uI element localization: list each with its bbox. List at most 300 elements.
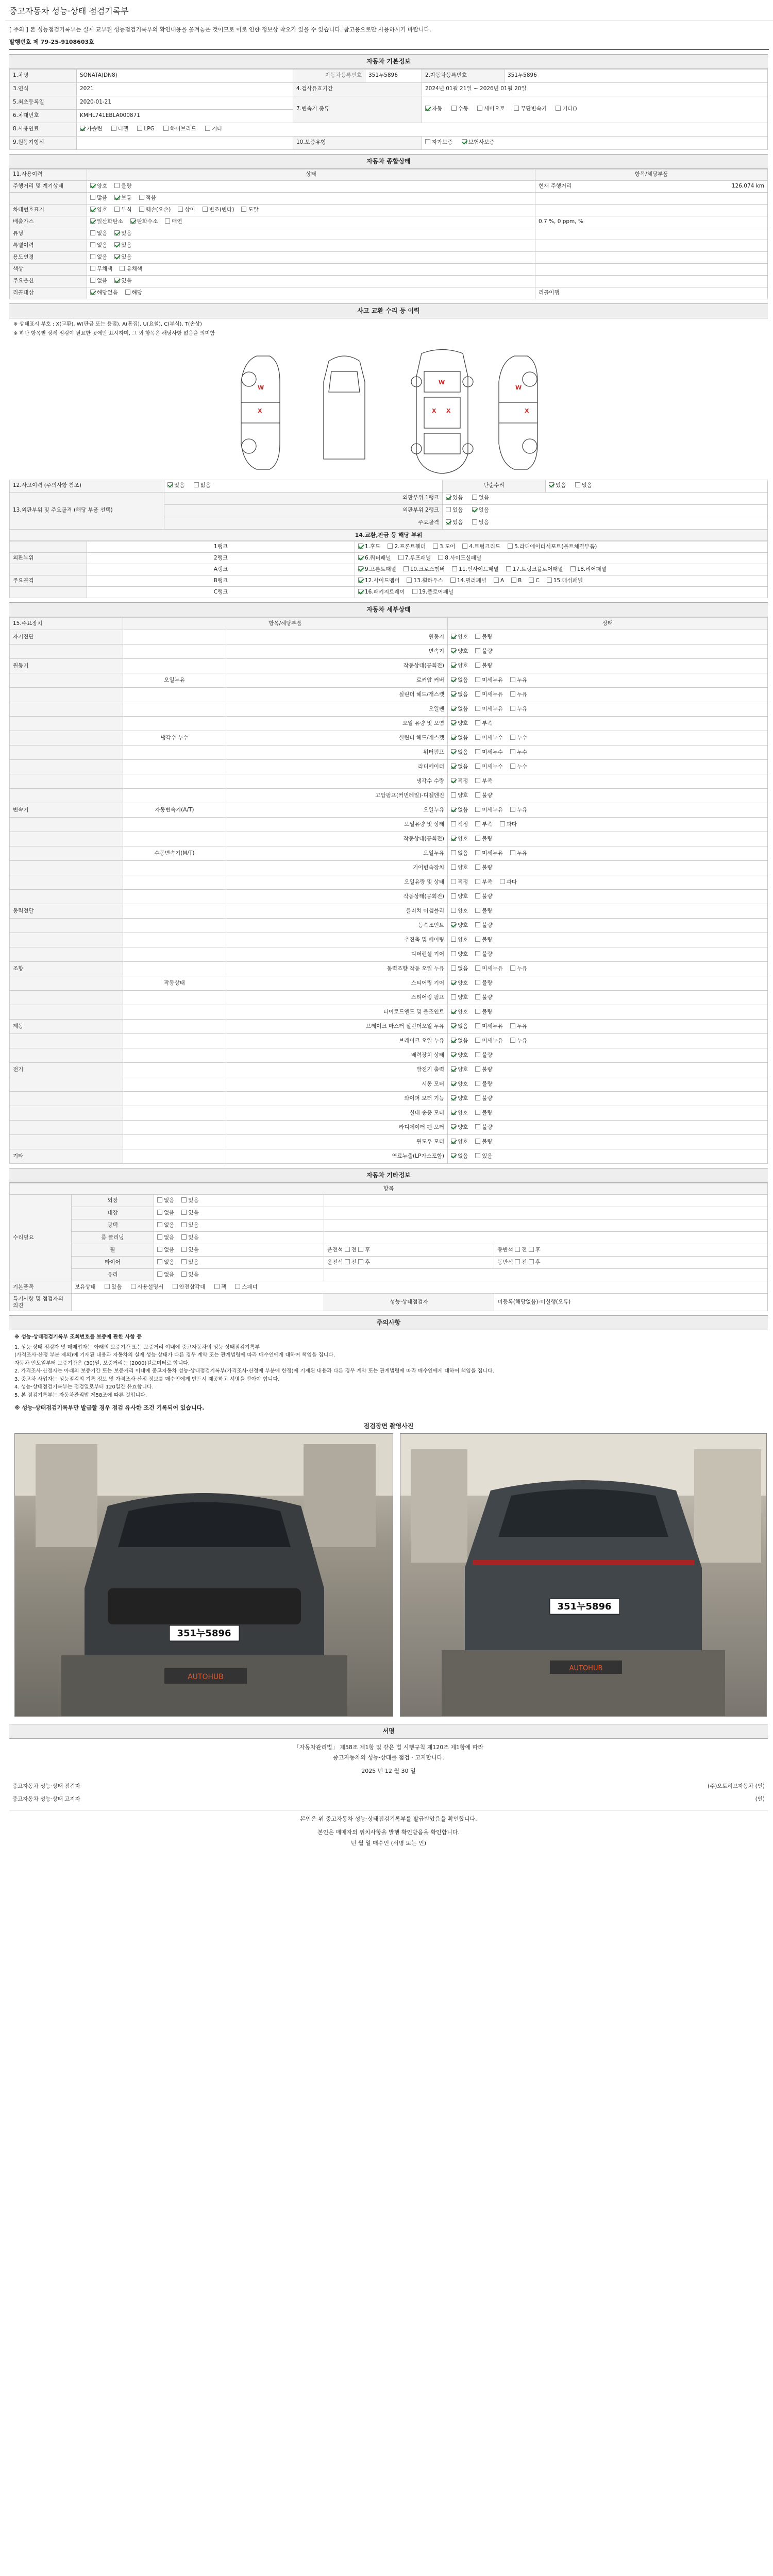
- col-detail-state: 상태: [448, 618, 768, 630]
- checkbox: [475, 764, 480, 769]
- sign-section: [9, 1724, 768, 1849]
- checkbox: [475, 677, 480, 682]
- summary-extra: [535, 240, 768, 251]
- other-opts: 없음 있음: [154, 1219, 324, 1232]
- detail-state: 양호 불량: [448, 976, 768, 991]
- checkbox: [508, 544, 513, 549]
- detail-item: 발전기 출력: [226, 1063, 448, 1077]
- checkbox: [203, 207, 208, 212]
- checkbox-checked: [114, 278, 120, 283]
- detail-row: [10, 861, 768, 875]
- detail-sub: [123, 890, 226, 904]
- summary-extra: 0.7 %, 0 ppm, %: [535, 216, 768, 228]
- checkbox: [438, 555, 443, 560]
- summary-key: 차대번호표기: [10, 204, 87, 216]
- checkbox: [157, 1234, 162, 1240]
- checkbox: [475, 735, 480, 740]
- detail-sub: [123, 947, 226, 962]
- detail-group: [10, 1092, 123, 1106]
- detail-state: 양호 불량: [448, 947, 768, 962]
- trans-opt: 수동: [451, 106, 468, 112]
- label-engine-type: 9.원동기형식: [10, 136, 77, 149]
- other-key: 광택: [72, 1219, 154, 1232]
- detail-row: [10, 745, 768, 760]
- label-car-name: 1.차명: [10, 69, 77, 82]
- checkbox: [181, 1247, 187, 1252]
- detail-item: 클러치 어셈블리: [226, 904, 448, 919]
- label-accident-history: 12.사고이력 (주의사항 참조): [10, 480, 164, 492]
- label-transmission: 7.변속기 종류: [293, 96, 422, 123]
- parts-group: [10, 564, 87, 575]
- detail-state: 양호 부족: [448, 717, 768, 731]
- other-row: [10, 1244, 768, 1257]
- detail-item: 브레이크 오일 누유: [226, 1034, 448, 1048]
- detail-item: 오일유량 및 상태: [226, 875, 448, 890]
- detail-sub: [123, 904, 226, 919]
- value-inspection-period: 2024년 01월 21일 ~ 2026년 01월 20일: [422, 82, 768, 96]
- checkbox: [510, 749, 515, 754]
- warranty-options: 자가보증 보험사보증: [422, 136, 768, 149]
- detail-row: [10, 1077, 768, 1092]
- col-state: 상태: [87, 169, 535, 180]
- checkbox-checked: [425, 106, 430, 111]
- detail-row: [10, 1135, 768, 1149]
- value-engine-type: [77, 136, 293, 149]
- checkbox: [510, 677, 515, 682]
- other-row: [10, 1269, 768, 1281]
- cert-number: [5, 39, 773, 46]
- checkbox-checked: [451, 836, 456, 841]
- checkbox: [433, 544, 438, 549]
- detail-row: [10, 933, 768, 947]
- checkbox: [412, 589, 417, 594]
- caution-section: [9, 1315, 768, 1415]
- checkbox: [475, 1052, 480, 1057]
- checkbox-checked: [451, 1081, 456, 1086]
- detail-group: [10, 717, 123, 731]
- checkbox: [205, 126, 210, 131]
- detail-group: 조향: [10, 962, 123, 976]
- detail-sub: [123, 1092, 226, 1106]
- value-inspector-sign: (주)오토허브자동차 (인): [707, 1783, 765, 1789]
- checkbox: [388, 544, 393, 549]
- value-plate-inline: 351누5896: [365, 69, 422, 82]
- parts-items: 1.후드 2.프론트휀더 3.도어 4.트렁크리드 5.라디에이터서포트(볼트체결부품): [355, 541, 768, 553]
- checkbox-checked: [451, 1023, 456, 1028]
- checkbox: [114, 183, 120, 188]
- checkbox: [181, 1272, 187, 1277]
- parts-rank: B랭크: [87, 575, 355, 587]
- checkbox-checked: [549, 482, 554, 487]
- checkbox: [462, 544, 467, 549]
- checkbox: [241, 207, 246, 212]
- checkbox: [157, 1272, 162, 1277]
- parts-group: 주요골격: [10, 575, 87, 587]
- detail-state: 양호 불량: [448, 919, 768, 933]
- checkbox-checked: [451, 691, 456, 697]
- summary-row: [10, 287, 768, 299]
- label-plate-inline: 자동차등록번호: [293, 69, 365, 82]
- detail-row: [10, 1149, 768, 1164]
- plate-front: 351누5896: [177, 1628, 231, 1639]
- checkbox-checked: [90, 218, 95, 224]
- value-first-reg: 2020-01-21: [77, 96, 293, 109]
- checkbox: [194, 482, 199, 487]
- transmission-options: [422, 96, 768, 123]
- checkbox-checked: [446, 495, 451, 500]
- other-key: 외장: [72, 1195, 154, 1207]
- detail-item: 작동상태(공회전): [226, 659, 448, 673]
- car-rear-image: [400, 1434, 767, 1717]
- caution-box: [9, 1330, 768, 1415]
- checkbox: [178, 207, 183, 212]
- caution-heading: ※ 성능·상태점검기록부 조회번호를 보증에 관한 사항 등: [14, 1334, 142, 1341]
- detail-sub: 수동변속기(M/T): [123, 846, 226, 861]
- checkbox: [511, 578, 516, 583]
- sign-date: 2025 년 12 월 30 일: [361, 1767, 416, 1774]
- detail-sub: [123, 1121, 226, 1135]
- checkbox-checked: [472, 507, 477, 512]
- other-section: [9, 1168, 768, 1311]
- detail-group: [10, 933, 123, 947]
- checkbox: [472, 519, 477, 524]
- detail-item: 추진축 및 베어링: [226, 933, 448, 947]
- detail-sub: 자동변속기(A/T): [123, 803, 226, 818]
- label-repair: 수리필요: [10, 1195, 72, 1281]
- checkbox: [510, 807, 515, 812]
- detail-group: 원동기: [10, 659, 123, 673]
- trans-opt: 무단변속기: [514, 106, 547, 112]
- caution-title: 주의사항: [9, 1315, 768, 1330]
- checkbox: [451, 965, 456, 971]
- checkbox: [475, 879, 480, 884]
- detail-sub: 작동상태: [123, 976, 226, 991]
- checkbox-checked: [451, 807, 456, 812]
- detail-group: [10, 919, 123, 933]
- checkbox: [475, 1081, 480, 1086]
- checkbox-checked: [451, 980, 456, 985]
- trans-opt: 기타(): [556, 106, 577, 112]
- checkbox: [529, 578, 534, 583]
- value-year: 2021: [77, 82, 293, 96]
- checkbox: [105, 1284, 110, 1289]
- detail-group: [10, 688, 123, 702]
- car-diagram: [9, 341, 768, 480]
- other-pos-right: 동반석 전 후: [494, 1244, 768, 1257]
- checkbox: [475, 922, 480, 927]
- summary-key: 튜닝: [10, 228, 87, 240]
- checkbox: [90, 242, 95, 247]
- damage-mark: X: [432, 407, 436, 414]
- checkbox: [407, 578, 412, 583]
- summary-extra: [535, 275, 768, 287]
- summary-row: [10, 216, 768, 228]
- detail-row: [10, 1092, 768, 1106]
- detail-sub: 오일누유: [123, 673, 226, 688]
- detail-item: 실린더 헤드/개스켓: [226, 731, 448, 745]
- value-vin: KMHL741EBLA000871: [77, 109, 293, 123]
- label-main-frame: 주요골격: [164, 517, 443, 529]
- detail-item: 오일팬: [226, 702, 448, 717]
- detail-row: [10, 991, 768, 1005]
- detail-sub: [123, 702, 226, 717]
- detail-sub: [123, 818, 226, 832]
- checkbox: [475, 1066, 480, 1072]
- checkbox: [358, 589, 363, 594]
- detail-item: 브레이크 마스터 실린더오일 누유: [226, 1020, 448, 1034]
- other-table: [9, 1183, 768, 1311]
- detail-state: 없음 미세누수 누수: [448, 731, 768, 745]
- checkbox-checked: [90, 207, 95, 212]
- checkbox: [500, 821, 505, 826]
- detail-item: 기어변속장치: [226, 861, 448, 875]
- summary-row: [10, 251, 768, 263]
- checkbox-checked: [451, 922, 456, 927]
- detail-state: 없음 미세누유 누유: [448, 803, 768, 818]
- parts-title: 14.교환,판금 등 해당 부위: [9, 530, 768, 541]
- detail-row: [10, 760, 768, 774]
- checkbox: [446, 507, 451, 512]
- checkbox-checked: [114, 195, 120, 200]
- summary-extra: [535, 204, 768, 216]
- detail-row: [10, 904, 768, 919]
- detail-state: 양호 불량: [448, 1106, 768, 1121]
- checkbox: [475, 807, 480, 812]
- checkbox-checked: [451, 764, 456, 769]
- checkbox: [510, 691, 515, 697]
- detail-item: 고압펌프(커먼레일)-디젤엔진: [226, 789, 448, 803]
- checkbox-checked: [451, 1139, 456, 1144]
- summary-key: 색상: [10, 263, 87, 275]
- checkbox: [137, 126, 142, 131]
- summary-state: 많음 보통 적음: [87, 192, 535, 204]
- checkbox-checked: [451, 720, 456, 725]
- detail-group: 전기: [10, 1063, 123, 1077]
- checkbox: [451, 792, 456, 798]
- detail-state: 양호 불량: [448, 1048, 768, 1063]
- damage-mark: X: [525, 407, 529, 414]
- parts-table: [9, 541, 768, 598]
- notice-text: [ 주의 ] 본 성능점검기록부는 실제 교부된 성능점검기록부의 확인내용을 옮겨놓은 것이므로 이로 인한 정보상 착오가 있을 수 있습니다. 참고용으로만 사용하시기 바랍니다.: [9, 26, 431, 33]
- value-plate: 351누5896: [505, 69, 768, 82]
- detail-group: [10, 846, 123, 861]
- checkbox: [475, 951, 480, 956]
- checkbox-checked: [451, 1009, 456, 1014]
- detail-row: [10, 702, 768, 717]
- col-item: 항목/해당부품: [123, 618, 448, 630]
- caution-line: 1. 성능·상태 점검자 및 매매업자는 아래의 보증기간 또는 보증거리 이내에 중고자동차의 성능·상태점검기록부: [14, 1344, 260, 1350]
- detail-item: 스티어링 기어: [226, 976, 448, 991]
- detail-item: 동력조향 작동 오일 누유: [226, 962, 448, 976]
- checkbox: [451, 106, 457, 111]
- detail-item: 실내 송풍 모터: [226, 1106, 448, 1121]
- detail-group: [10, 1106, 123, 1121]
- checkbox: [547, 578, 552, 583]
- detail-row: [10, 875, 768, 890]
- checkbox: [475, 937, 480, 942]
- checkbox: [157, 1247, 162, 1252]
- front-photo: [14, 1433, 393, 1717]
- label-year: 3.연식: [10, 82, 77, 96]
- damage-mark: W: [439, 379, 445, 386]
- detail-sub: 냉각수 누수: [123, 731, 226, 745]
- accident-table: 12.사고이력 (주의사항 참조) 있음 없음 단순수리 있음 없음 13.외판부위 및 주요골격 (해당 부품 선택) 외판부위 1랭크 있음 없음 외판부위 2랭크 있음 없음 주요골격 있음 없음: [9, 480, 768, 530]
- document-title: 중고자동차 성능·상태 점검기록부: [5, 0, 773, 21]
- detail-state: 양호 불량: [448, 645, 768, 659]
- divider: [9, 49, 769, 50]
- detail-state: 양호 불량: [448, 832, 768, 846]
- detail-group: [10, 1077, 123, 1092]
- detail-state: 양호 불량: [448, 1077, 768, 1092]
- other-opts: 없음 있음: [154, 1257, 324, 1269]
- checkbox: [451, 893, 456, 899]
- checkbox-checked: [90, 290, 95, 295]
- detail-group: [10, 947, 123, 962]
- detail-row: [10, 774, 768, 789]
- photos-area: [9, 1433, 768, 1722]
- detail-state: 양호 불량: [448, 1092, 768, 1106]
- detail-state: 적정 부족 과다: [448, 818, 768, 832]
- checkbox: [181, 1222, 187, 1227]
- checkbox: [157, 1222, 162, 1227]
- detail-item: 라디에이터 팬 모터: [226, 1121, 448, 1135]
- detail-group: [10, 673, 123, 688]
- detail-sub: [123, 861, 226, 875]
- checkbox: [556, 106, 561, 111]
- detail-sub: [123, 630, 226, 645]
- detail-state: 양호 불량: [448, 1005, 768, 1020]
- detail-state: 양호 불량: [448, 1063, 768, 1077]
- checkbox-checked: [451, 735, 456, 740]
- basic-info-section: [9, 54, 768, 150]
- detail-item: 오일누유: [226, 846, 448, 861]
- parts-row: [10, 553, 768, 564]
- checkbox: [358, 578, 363, 583]
- checkbox: [475, 1153, 480, 1158]
- label-inspector-sign: 중고자동차 성능·상태 점검자: [12, 1783, 80, 1789]
- checkbox: [235, 1284, 240, 1289]
- checkbox: [475, 865, 480, 870]
- value-inspector: 미등록(해당없음)-미실행(오류): [494, 1294, 768, 1311]
- summary-extra: 리콜이행: [535, 287, 768, 299]
- checkbox: [181, 1210, 187, 1215]
- checkbox: [451, 850, 456, 855]
- label-vin: 6.차대번호: [10, 109, 77, 123]
- checkbox: [475, 1038, 480, 1043]
- checkbox-checked: [90, 183, 95, 188]
- detail-item: 작동상태(공회전): [226, 890, 448, 904]
- detail-row: [10, 659, 768, 673]
- detail-item: 워터펌프: [226, 745, 448, 760]
- caution-footer: ※ 성능·상태점검기록부만 발급할 경우 점검 유사한 조건 기록되어 있습니다.: [14, 1404, 205, 1412]
- parts-group: [10, 587, 87, 598]
- fuel-options: 가솔린 디젤 LPG 하이브리드 기타: [77, 123, 768, 136]
- detail-group: 기타: [10, 1149, 123, 1164]
- other-opts: 없음 있음: [154, 1195, 324, 1207]
- detail-sub: [123, 688, 226, 702]
- label-warranty: 10.보증유형: [293, 136, 422, 149]
- detail-group: [10, 702, 123, 717]
- parts-items: 6.쿼터패널 7.루프패널 8.사이드실패널: [355, 553, 768, 564]
- other-row: [10, 1257, 768, 1269]
- detail-sub: [123, 991, 226, 1005]
- detail-table: [9, 617, 768, 1164]
- checkbox: [475, 1009, 480, 1014]
- checkbox: [157, 1259, 162, 1264]
- detail-row: [10, 803, 768, 818]
- parts-row: [10, 564, 768, 575]
- detail-row: [10, 832, 768, 846]
- summary-title: 자동차 종합상태: [9, 154, 768, 169]
- detail-item: 오일누유: [226, 803, 448, 818]
- detail-state: 양호 불량: [448, 904, 768, 919]
- detail-sub: [123, 1020, 226, 1034]
- checkbox: [510, 850, 515, 855]
- summary-extra: [535, 228, 768, 240]
- detail-state: 양호 불량: [448, 789, 768, 803]
- checkbox: [475, 1023, 480, 1028]
- sign-title: 서명: [9, 1724, 768, 1739]
- summary-state: 양호 불량: [87, 180, 535, 192]
- checkbox: [163, 126, 169, 131]
- checkbox: [114, 207, 120, 212]
- detail-item: 시동 모터: [226, 1077, 448, 1092]
- checkbox-checked: [451, 634, 456, 639]
- parts-rank: 2랭크: [87, 553, 355, 564]
- checkbox: [506, 566, 511, 571]
- caution-line: 2. 가격조사·산정자는 아래의 보증기간 또는 보증거리 이내에 중고자동차 성능·상태점검기록부(가격조사·산정에 부분에 한정)에 기재된 내용과 다른 경우 계약 또는 관계법령에 따라 매수인에게 대하여 책임을 집니다.: [14, 1368, 494, 1375]
- summary-row: [10, 240, 768, 251]
- checkbox: [510, 965, 515, 971]
- detail-state: 없음 미세누유 누유: [448, 688, 768, 702]
- checkbox-checked: [114, 254, 120, 259]
- other-key: 내장: [72, 1207, 154, 1219]
- detail-sub: [123, 832, 226, 846]
- checkbox: [125, 290, 130, 295]
- caution-line: 5. 본 점검기록부는 자동차관리법 제58조에 따른 것입니다.: [14, 1392, 147, 1398]
- basic-info-title: 자동차 기본정보: [9, 54, 768, 69]
- other-opts: 없음 있음: [154, 1207, 324, 1219]
- other-pos-left: 운전석 전 후: [324, 1257, 494, 1269]
- summary-state: 일산화탄소 탄화수소 매연: [87, 216, 535, 228]
- summary-key: 배출가스: [10, 216, 87, 228]
- checkbox: [451, 994, 456, 999]
- checkbox-checked: [451, 1153, 456, 1158]
- car-outline-diagram: [9, 341, 768, 480]
- detail-group: 제동: [10, 1020, 123, 1034]
- detail-row: [10, 919, 768, 933]
- brand-front: AUTOHUB: [188, 1673, 224, 1682]
- detail-state: 양호 불량: [448, 659, 768, 673]
- detail-item: 오일 유량 및 오염: [226, 717, 448, 731]
- checkbox-checked: [451, 648, 456, 653]
- summary-extra: [535, 192, 768, 204]
- checkbox: [475, 706, 480, 711]
- detail-row: [10, 846, 768, 861]
- checkbox: [570, 566, 576, 571]
- detail-sub: [123, 659, 226, 673]
- detail-state: 양호 불량: [448, 1135, 768, 1149]
- checkbox: [475, 1110, 480, 1115]
- trans-opt: 세미오토: [477, 106, 505, 112]
- detail-sub: [123, 745, 226, 760]
- detail-item: 원동기: [226, 630, 448, 645]
- detail-state: 양호 불량: [448, 1121, 768, 1135]
- detail-row: [10, 890, 768, 904]
- detail-sub: [123, 875, 226, 890]
- detail-group: [10, 818, 123, 832]
- detail-state: 양호 불량: [448, 890, 768, 904]
